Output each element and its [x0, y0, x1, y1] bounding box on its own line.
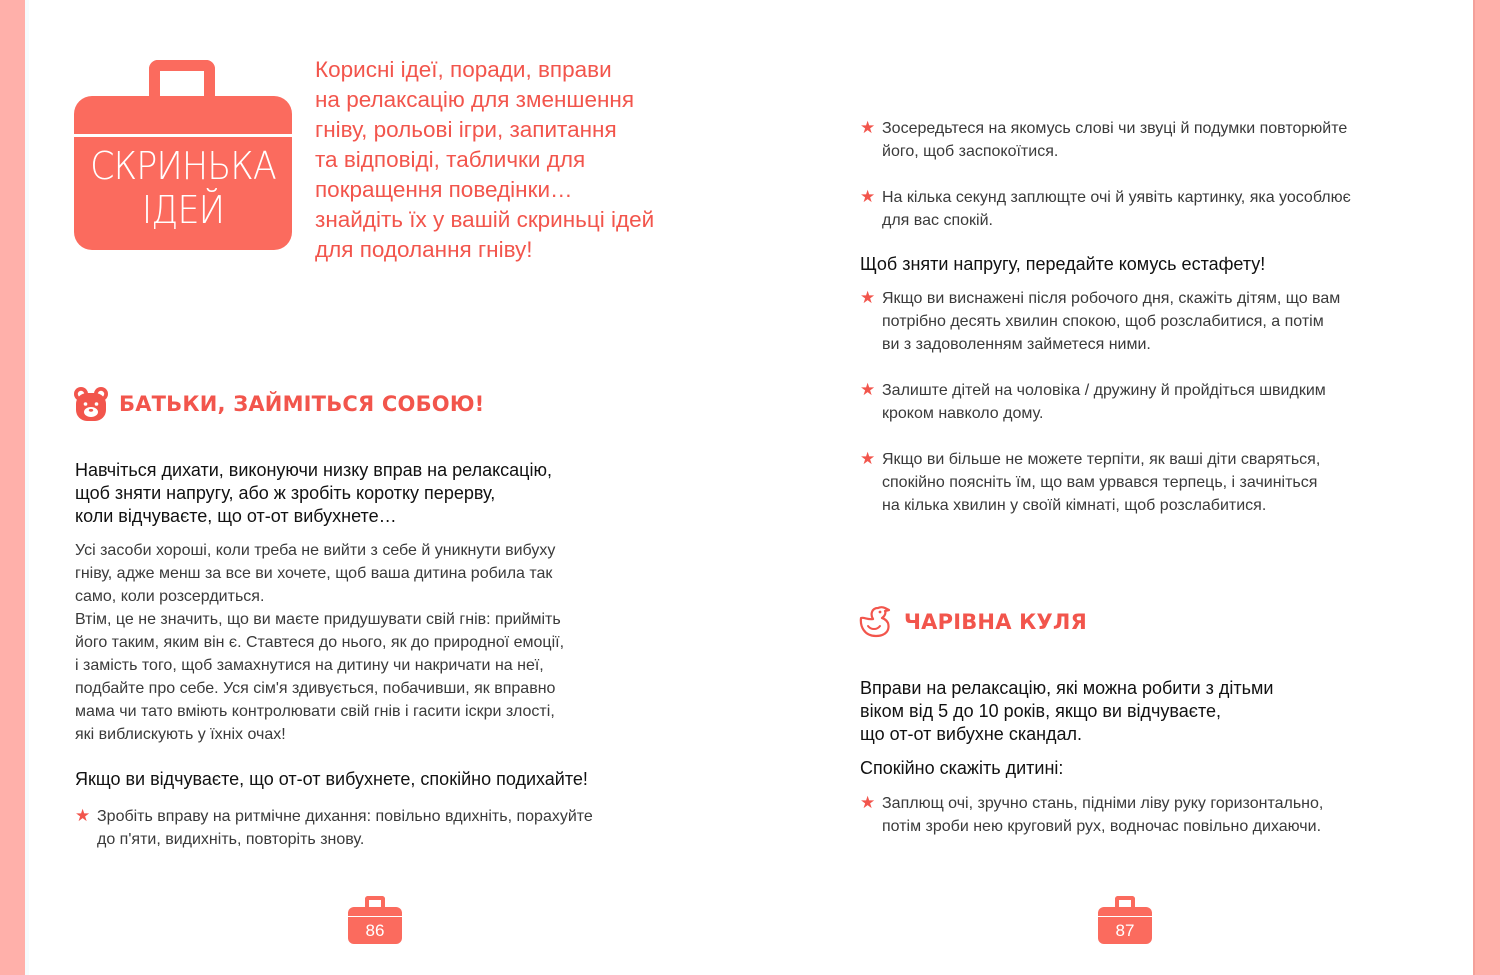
bullet-line: його, щоб заспокоїтися.	[882, 143, 1059, 160]
bullet-line: Якщо ви більше не можете терпіти, як ваші діти сваряться,	[882, 451, 1321, 468]
star-icon: ★	[860, 288, 876, 307]
intro-line: покращення поведінки…	[315, 177, 573, 202]
left-page	[25, 0, 750, 975]
star-icon: ★	[860, 118, 876, 137]
star-icon: ★	[860, 793, 876, 812]
bullet-line: Якщо ви виснажені після робочого дня, скажіть дітям, що вам	[882, 290, 1341, 307]
lead-line: коли відчуваєте, що от-от вибухнете…	[75, 506, 397, 526]
toolbox-lid	[74, 96, 292, 134]
list-item	[860, 792, 1323, 838]
duck-icon	[858, 604, 894, 640]
section-heading-magic-ball	[858, 604, 1087, 640]
page-edge-right	[1475, 0, 1500, 975]
body-line: гніву, адже менш за все ви хочете, щоб ваша дитина робила так	[75, 565, 553, 582]
bullet-line: Заплющ очі, зручно стань, підніми ліву руку горизонтально,	[882, 795, 1324, 812]
intro-line: для подолання гніву!	[315, 237, 533, 262]
body-line: його таким, яким він є. Ставтеся до нього, як до природної емоції,	[75, 634, 565, 651]
list-item	[860, 117, 1347, 163]
bullet-line: Зробіть вправу на ритмічне дихання: повільно вдихніть, порахуйте	[97, 808, 593, 825]
section-title: ЧАРІВНА КУЛЯ	[904, 610, 1087, 634]
body-line: подбайте про себе. Уся сім'я здивується, побачивши, як вправно	[75, 680, 556, 697]
body-line: і замість того, щоб замахнутися на дитину чи накричати на неї,	[75, 657, 544, 674]
body-line: мама чи тато вміють контролювати свій гнів і гасити іскри злості,	[75, 703, 555, 720]
page-edge-left	[0, 0, 25, 975]
body-line: Втім, це не значить, що ви маєте придушувати свій гнів: прийміть	[75, 611, 561, 628]
badge-lid	[348, 907, 402, 916]
bullet-line: для вас спокій.	[882, 212, 993, 229]
bullet-line: кроком навколо дому.	[882, 405, 1044, 422]
star-icon: ★	[860, 380, 876, 399]
bullet-line: Залиште дітей на чоловіка / дружину й пройдіться швидким	[882, 382, 1326, 399]
list-item	[860, 448, 1320, 517]
star-icon: ★	[860, 187, 876, 206]
page-number-badge	[1098, 896, 1152, 946]
lead-paragraph	[860, 677, 1273, 746]
body-line: само, коли розсердиться.	[75, 588, 265, 605]
intro-line: гніву, рольові ігри, запитання	[315, 117, 617, 142]
intro-line: Корисні ідеї, поради, вправи	[315, 57, 612, 82]
subheading-relay: Щоб зняти напругу, передайте комусь естафету!	[860, 254, 1266, 274]
page-number: 87	[1098, 917, 1152, 944]
lead-line: Навчіться дихати, виконуючи низку вправ на релаксацію,	[75, 460, 552, 480]
section-heading-parents	[73, 386, 484, 422]
list-item	[75, 805, 593, 851]
list-item	[860, 379, 1326, 425]
bullet-line: Зосередьтеся на якомусь слові чи звуці й подумки повторюйте	[882, 120, 1348, 137]
lead-line: Вправи на релаксацію, які можна робити з дітьми	[860, 678, 1274, 698]
intro-line: та відповіді, таблички для	[315, 147, 586, 172]
subheading-breathe: Якщо ви відчуваєте, що от-от вибухнете, спокійно подихайте!	[75, 769, 588, 789]
bullet-line: На кілька секунд заплющте очі й уявіть картинку, яка уособлює	[882, 189, 1351, 206]
intro-line: на релаксацію для зменшення	[315, 87, 634, 112]
body-line: які виблискують у їхніх очах!	[75, 726, 286, 743]
toolbox-logo	[74, 60, 292, 252]
bear-icon	[73, 386, 109, 422]
intro-line: знайдіть їх у вашій скриньці ідей	[315, 207, 655, 232]
bullet-line: на кілька хвилин у своїй кімнаті, щоб розслабитися.	[882, 497, 1267, 514]
bullet-line: ви з задоволенням займетеся ними.	[882, 336, 1151, 353]
list-item	[860, 186, 1351, 232]
bullet-line: до п'яти, видихніть, повторіть знову.	[97, 831, 365, 848]
bullet-line: потрібно десять хвилин спокою, щоб розслабитися, а потім	[882, 313, 1324, 330]
logo-line-2: ІДЕЙ	[141, 188, 225, 232]
lead-line: що от-от вибухне скандал.	[860, 724, 1083, 744]
bullet-line: спокійно поясніть їм, що вам урвався терпець, і зачиніться	[882, 474, 1318, 491]
star-icon: ★	[860, 449, 876, 468]
logo-line-1: СКРИНЬКА	[90, 144, 276, 188]
subheading-tell-child: Спокійно скажіть дитині:	[860, 758, 1064, 778]
body-line: Усі засоби хороші, коли треба не вийти з себе й уникнути вибуху	[75, 542, 556, 559]
star-icon: ★	[75, 806, 91, 825]
intro-text	[315, 55, 715, 265]
page-number: 86	[348, 917, 402, 944]
lead-line: віком від 5 до 10 років, якщо ви відчуваєте,	[860, 701, 1222, 721]
badge-lid	[1098, 907, 1152, 916]
body-paragraph	[75, 539, 564, 746]
lead-paragraph	[75, 459, 552, 528]
right-page	[750, 0, 1475, 975]
page-number-badge	[348, 896, 402, 946]
lead-line: щоб зняти напругу, або ж зробіть коротку перерву,	[75, 483, 496, 503]
list-item	[860, 287, 1340, 356]
section-title: БАТЬКИ, ЗАЙМІТЬСЯ СОБОЮ!	[119, 392, 485, 416]
bullet-line: потім зроби нею круговий рух, водночас повільно дихаючи.	[882, 818, 1322, 835]
